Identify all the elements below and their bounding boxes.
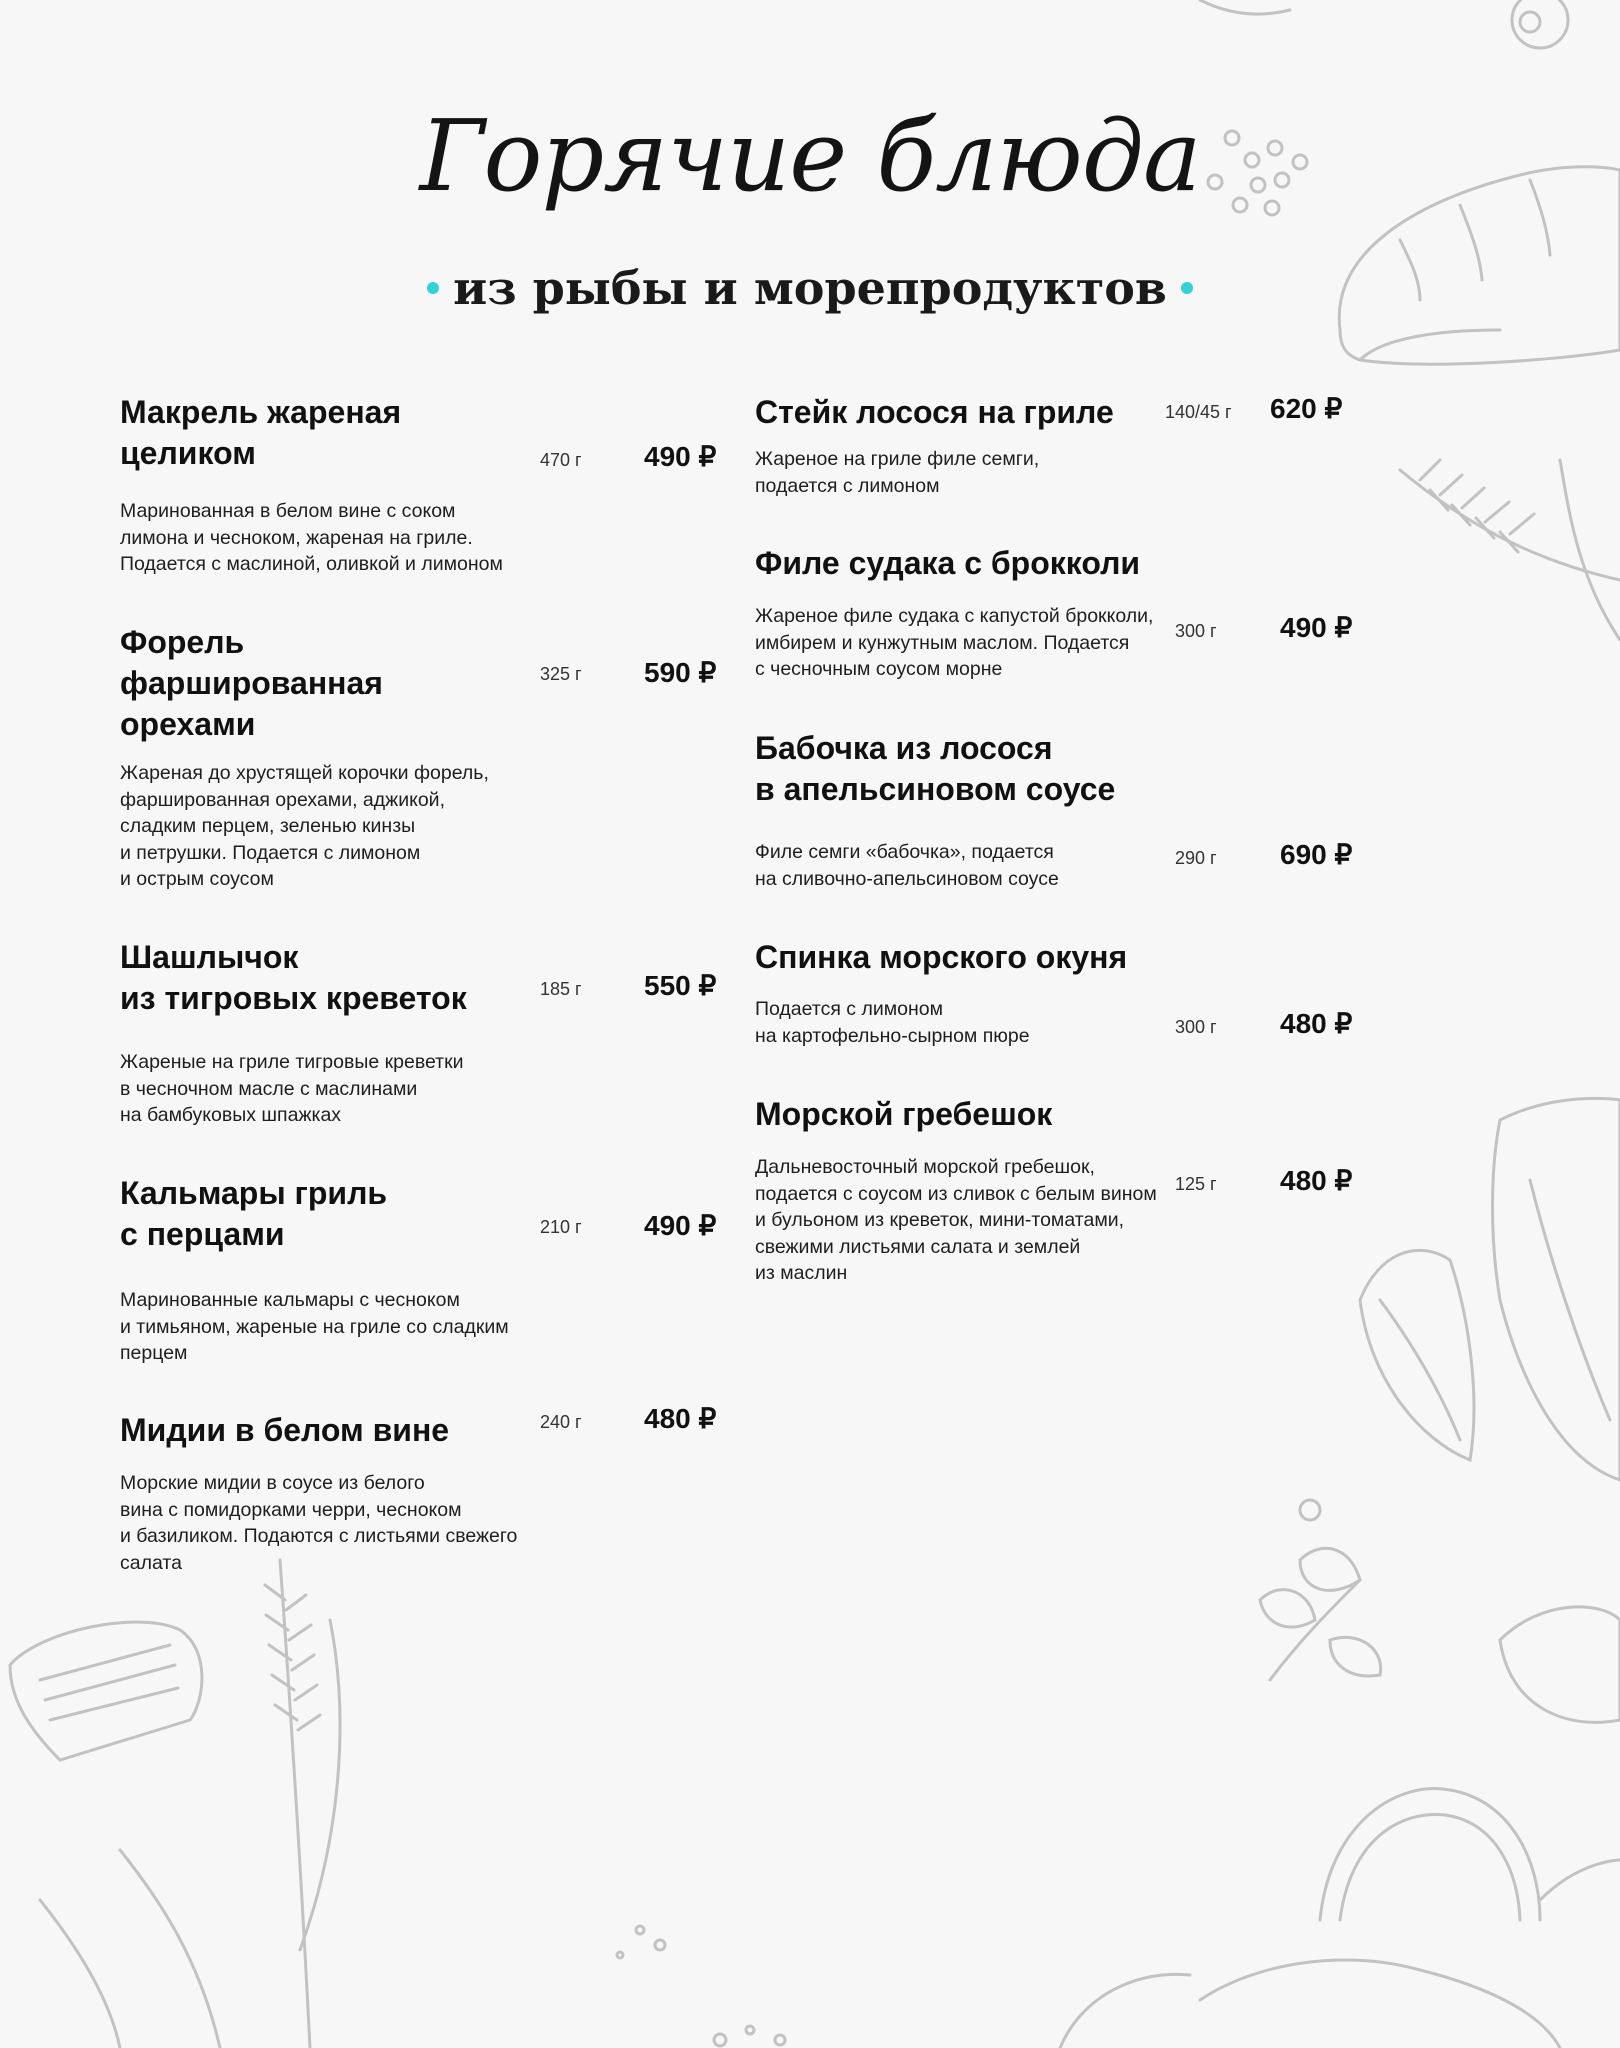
dish-name: Макрель жареная целиком bbox=[120, 394, 402, 471]
dish-name: Мидии в белом вине bbox=[120, 1412, 450, 1448]
dish-name: Форель фаршированная орехами bbox=[120, 624, 383, 742]
dish-weight: 300 г bbox=[1175, 1017, 1217, 1037]
menu-item bbox=[755, 728, 1375, 898]
dish-description: Маринованные кальмары с чесноком и тимьяном, жареные на гриле со сладким перцем bbox=[120, 1289, 509, 1364]
dish-price: 590 ₽ bbox=[644, 657, 717, 688]
dish-price: 490 ₽ bbox=[644, 441, 717, 472]
dish-weight: 185 г bbox=[540, 979, 582, 999]
accent-dot-left bbox=[427, 282, 439, 294]
dish-description: Филе семги «бабочка», подается на сливочно-апельсиновом соусе bbox=[755, 841, 1059, 890]
dish-weight: 300 г bbox=[1175, 621, 1217, 641]
dish-weight: 240 г bbox=[540, 1412, 582, 1432]
dish-description: Дальневосточный морской гребешок, подается с соусом из сливок с белым вином и бульоном из креветок, мини-томатами, свежими листьями салата и землей из маслин bbox=[755, 1156, 1157, 1284]
subtitle-text: из рыбы и морепродуктов bbox=[453, 261, 1167, 315]
dish-price: 620 ₽ bbox=[1270, 393, 1343, 424]
dish-name: Бабочка из лосося в апельсиновом соусе bbox=[755, 730, 1116, 807]
menu-item bbox=[755, 937, 1375, 1057]
menu-item bbox=[120, 392, 730, 582]
dish-price: 480 ₽ bbox=[1280, 1008, 1353, 1039]
dish-price: 490 ₽ bbox=[1280, 612, 1353, 643]
dish-description: Жареные на гриле тигровые креветки в чесночном масле с маслинами на бамбуковых шпажках bbox=[120, 1051, 464, 1126]
dish-weight: 470 г bbox=[540, 450, 582, 470]
accent-dot-right bbox=[1181, 282, 1193, 294]
dish-description: Маринованная в белом вине с соком лимона и чесноком, жареная на гриле. Подается с маслиной, оливкой и лимоном bbox=[120, 500, 503, 575]
dish-price: 690 ₽ bbox=[1280, 839, 1353, 870]
dish-name: Кальмары гриль с перцами bbox=[120, 1175, 388, 1252]
page-subtitle bbox=[0, 258, 1620, 318]
dish-weight: 325 г bbox=[540, 664, 582, 684]
menu-item bbox=[120, 1173, 730, 1373]
dish-weight: 210 г bbox=[540, 1217, 582, 1237]
dish-description: Жареное филе судака с капустой брокколи, имбирем и кунжутным маслом. Подается с чесночным соусом морне bbox=[755, 605, 1154, 680]
dish-weight: 140/45 г bbox=[1165, 402, 1232, 422]
menu-item bbox=[120, 622, 730, 902]
dish-name: Стейк лосося на гриле bbox=[755, 394, 1114, 430]
dish-price: 550 ₽ bbox=[644, 970, 717, 1001]
dish-price: 490 ₽ bbox=[644, 1210, 717, 1241]
dish-price: 480 ₽ bbox=[644, 1403, 717, 1434]
dish-price: 480 ₽ bbox=[1280, 1165, 1353, 1196]
dish-description: Морские мидии в соусе из белого вина с помидорками черри, чесноком и базиликом. Подаются с листьями свежего салата bbox=[120, 1472, 518, 1574]
dish-weight: 290 г bbox=[1175, 848, 1217, 868]
dish-name: Спинка морского окуня bbox=[755, 939, 1128, 975]
dish-weight: 125 г bbox=[1175, 1174, 1217, 1194]
dish-description: Подается с лимоном на картофельно-сырном пюре bbox=[755, 998, 1030, 1047]
dish-name: Морской гребешок bbox=[755, 1096, 1053, 1132]
menu-item bbox=[120, 937, 730, 1137]
dish-name: Шашлычок из тигровых креветок bbox=[120, 939, 467, 1016]
page-title: Горячие блюда bbox=[419, 100, 1201, 214]
dish-description: Жареное на гриле филе семги, подается с лимоном bbox=[755, 448, 1040, 497]
dish-name: Филе судака с брокколи bbox=[755, 545, 1141, 581]
dish-description: Жареная до хрустящей корочки форель, фаршированная орехами, аджикой, сладким перцем, зеленью кинзы и петрушки. Подается с лимоном и острым соусом bbox=[120, 762, 489, 890]
menu-item bbox=[755, 1094, 1375, 1294]
menu-item bbox=[755, 392, 1375, 512]
menu-item bbox=[120, 1403, 730, 1590]
menu-item bbox=[755, 543, 1375, 693]
